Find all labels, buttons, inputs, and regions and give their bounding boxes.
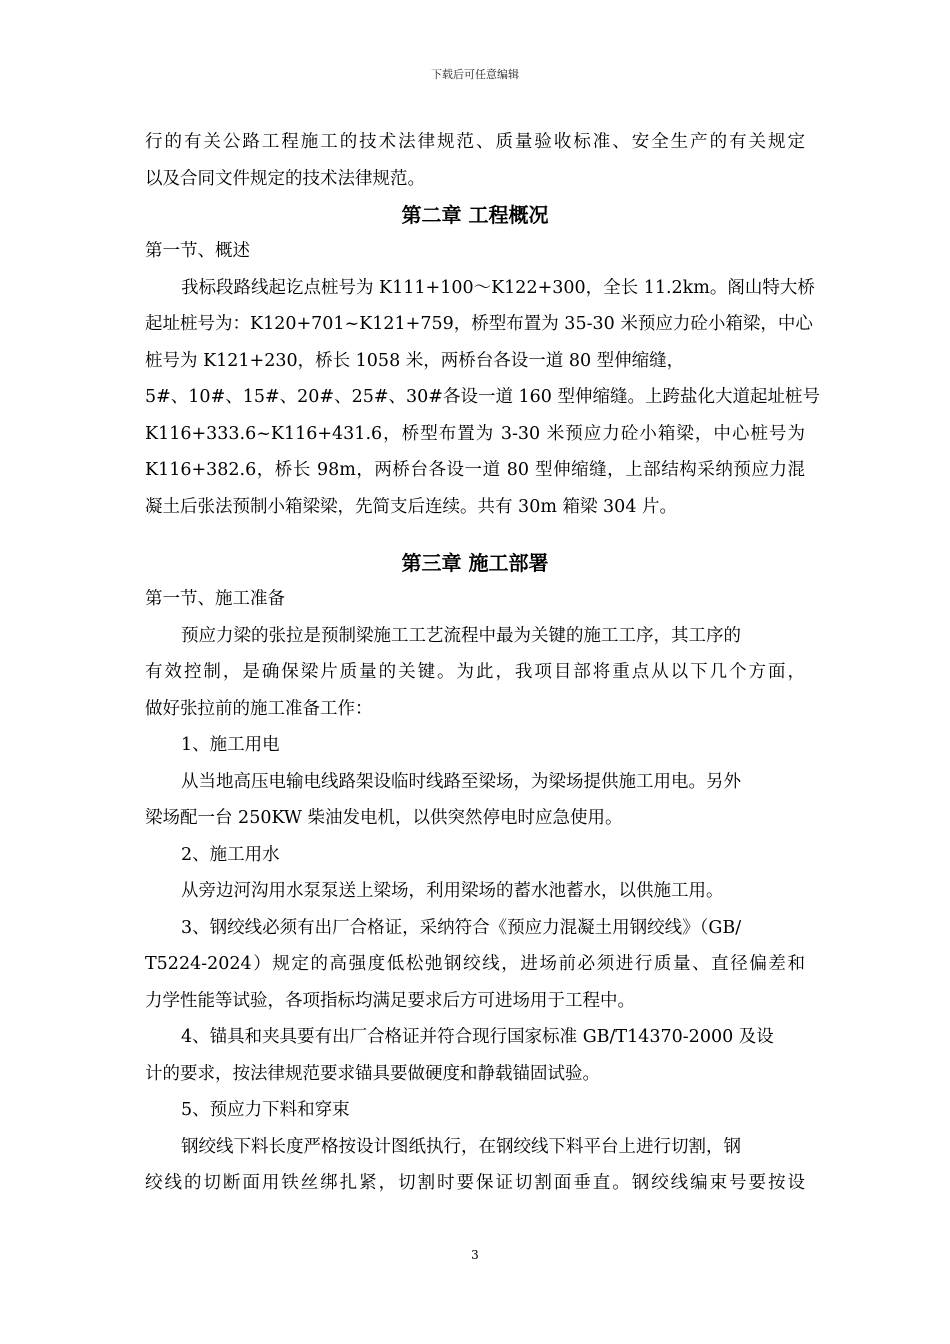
section-heading: 第一节、施工准备 xyxy=(145,589,285,609)
paragraph-line: 预应力梁的张拉是预制梁施工工艺流程中最为关键的施工工序，其工序的 xyxy=(181,625,741,646)
paragraph-line: 做好张拉前的施工准备工作： xyxy=(145,698,373,719)
list-item-heading: 5、预应力下料和穿束 xyxy=(181,1100,350,1120)
paragraph-line: 计的要求，按法律规范要求锚具要做硬度和静载锚固试验。 xyxy=(145,1063,600,1084)
paragraph-line: 从旁边河沟用水泵泵送上梁场，利用梁场的蓄水池蓄水，以供施工用。 xyxy=(181,881,724,901)
chapter-heading: 第二章 工程概况 xyxy=(401,203,549,227)
body-text xyxy=(145,124,820,1202)
paragraph-line: K116+333.6~K116+431.6，桥型布置为 3-30 米预应力砼小箱梁，中心桩号为 xyxy=(145,423,805,444)
paragraph-line: 桩号为 K121+230，桥长 1058 米，两桥台各设一道 80 型伸缩缝， xyxy=(145,350,685,371)
paragraph-line: 绞线的切断面用铁丝绑扎紧，切割时要保证切割面垂直。钢绞线编束号要按设 xyxy=(145,1173,805,1193)
paragraph-line: 有效控制，是确保梁片质量的关键。为此，我项目部将重点从以下几个方面， xyxy=(145,662,805,682)
paragraph-line: K116+382.6，桥长 98m，两桥台各设一道 80 型伸缩缝，上部结构采纳预应力混 xyxy=(145,460,805,480)
paragraph-line: 5#、10#、15#、20#、25#、30#各设一道 160 型伸缩缝。上跨盐化大道起址桩号 xyxy=(145,387,820,407)
spacer xyxy=(145,525,805,545)
paragraph-line: 钢绞线下料长度严格按设计图纸执行，在钢绞线下料平台上进行切割，钢 xyxy=(181,1136,741,1157)
list-item-heading: 1、施工用电 xyxy=(181,735,280,755)
paragraph-line: 起址桩号为：K120+701~K121+759，桥型布置为 35-30 米预应力砼小箱梁，中心 xyxy=(145,314,813,334)
paragraph-line: 凝土后张法预制小箱梁梁，先简支后连续。共有 30m 箱梁 304 片。 xyxy=(145,496,678,517)
section-heading: 第一节、概述 xyxy=(145,241,250,261)
paragraph-line: 我标段路线起讫点桩号为 K111+100～K122+300，全长 11.2km。阁山特大桥 xyxy=(181,277,815,298)
paragraph-line: 3、钢绞线必须有出厂合格证，采纳符合《预应力混凝土用钢绞线》（GB/ xyxy=(181,917,742,938)
paragraph-line: T5224-2024）规定的高强度低松弛钢绞线，进场前必须进行质量、直径偏差和 xyxy=(145,954,805,974)
page-number: 3 xyxy=(471,1248,479,1262)
paragraph-line: 从当地高压电输电线路架设临时线路至梁场，为梁场提供施工用电。另外 xyxy=(181,771,741,792)
paragraph-line: 以及合同文件规定的技术法律规范。 xyxy=(145,168,425,189)
paragraph-line: 力学性能等试验，各项指标均满足要求后方可进场用于工程中。 xyxy=(145,990,635,1011)
paragraph-line: 4、锚具和夹具要有出厂合格证并符合现行国家标准 GB/T14370-2000 及设 xyxy=(181,1027,774,1047)
paragraph-line: 梁场配一台 250KW 柴油发电机，以供突然停电时应急使用。 xyxy=(145,808,623,828)
list-item-heading: 2、施工用水 xyxy=(181,844,280,865)
page-header: 下载后可任意编辑 xyxy=(431,68,519,81)
paragraph-line: 行的有关公路工程施工的技术法律规范、质量验收标准、安全生产的有关规定 xyxy=(145,132,805,152)
chapter-heading: 第三章 施工部署 xyxy=(401,551,549,575)
